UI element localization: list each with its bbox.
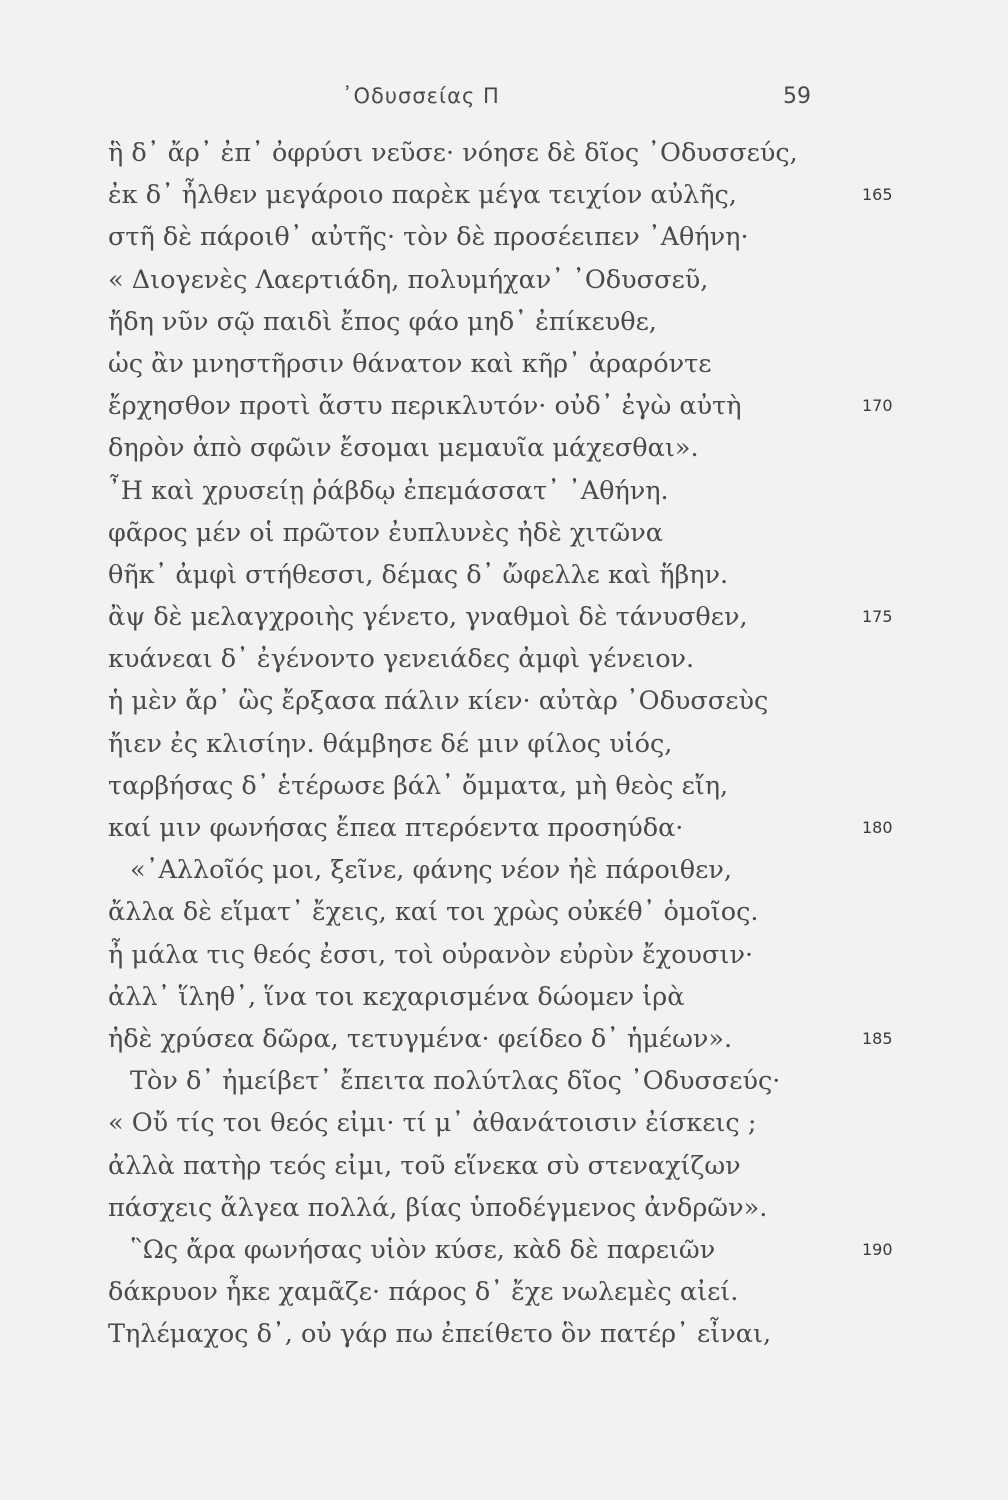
verse-line xyxy=(0,1187,1008,1229)
verse-text: ἂψ δὲ μελαγχροιὴς γένετο, γναθμοὶ δὲ τάνυσθεν, xyxy=(108,602,748,633)
verse-line xyxy=(0,891,1008,933)
verse-line xyxy=(0,680,1008,722)
verse-text: ταρβήσας δ᾿ ἑτέρωσε βάλ᾿ ὄμματα, μὴ θεὸς εἴη, xyxy=(108,770,729,801)
line-number: 175 xyxy=(862,607,893,627)
verse-text: ὡς ἂν μνηστῆρσιν θάνατον καὶ κῆρ᾿ ἀραρόντε xyxy=(108,348,712,379)
page-number: 59 xyxy=(783,84,811,109)
verse-line xyxy=(0,216,1008,258)
verse-line xyxy=(0,638,1008,680)
verse-text: στῆ δὲ πάροιθ᾿ αὐτῆς· τὸν δὲ προσέειπεν ᾿Αθήνη· xyxy=(108,222,749,253)
verse-line xyxy=(0,427,1008,469)
verse-line xyxy=(0,807,1008,849)
verse-text-block xyxy=(0,132,1008,1355)
verse-line xyxy=(0,1102,1008,1144)
verse-text: κυάνεαι δ᾿ ἐγένοντο γενειάδες ἀμφὶ γένειον. xyxy=(108,644,695,675)
verse-text: Τὸν δ᾿ ἠμείβετ᾿ ἔπειτα πολύτλας δῖος ᾿Οδυσσεύς· xyxy=(130,1066,781,1097)
verse-line xyxy=(0,1229,1008,1271)
verse-line xyxy=(0,1313,1008,1355)
verse-line xyxy=(0,1271,1008,1313)
verse-line xyxy=(0,1060,1008,1102)
verse-text: ἐκ δ᾿ ἦλθεν μεγάροιο παρὲκ μέγα τειχίον αὐλῆς, xyxy=(108,180,737,211)
verse-text: καί μιν φωνήσας ἔπεα πτερόεντα προσηύδα· xyxy=(108,813,684,843)
verse-line xyxy=(0,596,1008,638)
verse-text: ἣ δ᾿ ἄρ᾿ ἐπ᾿ ὀφρύσι νεῦσε· νόησε δὲ δῖος ᾿Οδυσσεύς, xyxy=(108,138,798,168)
verse-text: πάσχεις ἄλγεα πολλά, βίας ὑποδέγμενος ἀνδρῶν». xyxy=(108,1192,768,1223)
verse-line xyxy=(0,512,1008,554)
verse-line xyxy=(0,259,1008,301)
verse-text: φᾶρος μέν οἱ πρῶτον ἐυπλυνὲς ἠδὲ χιτῶνα xyxy=(108,517,663,548)
verse-text: ῝Ως ἄρα φωνήσας υἱὸν κύσε, κὰδ δὲ παρειῶν xyxy=(130,1234,716,1265)
verse-line xyxy=(0,470,1008,512)
verse-text: «᾿Αλλοῖός μοι, ξεῖνε, φάνης νέον ἠὲ πάροιθεν, xyxy=(130,855,732,886)
verse-line xyxy=(0,765,1008,807)
verse-text: δάκρυον ἧκε χαμᾶζε· πάρος δ᾿ ἔχε νωλεμὲς αἰεί. xyxy=(108,1277,739,1308)
verse-text: ἀλλ᾿ ἵληθ᾿, ἵνα τοι κεχαρισμένα δώομεν ἱρὰ xyxy=(108,981,685,1012)
verse-text: Τηλέμαχος δ᾿, οὐ γάρ πω ἐπείθετο ὃν πατέρ᾿ εἶναι, xyxy=(108,1319,772,1350)
verse-line xyxy=(0,301,1008,343)
verse-line xyxy=(0,1145,1008,1187)
verse-text: θῆκ᾿ ἀμφὶ στήθεσσι, δέμας δ᾿ ὤφελλε καὶ ἥβην. xyxy=(108,559,729,590)
verse-text: « Οὔ τίς τοι θεός εἰμι· τί μ᾿ ἀθανάτοισιν ἐίσκεις ; xyxy=(108,1108,757,1139)
verse-text: « Διογενὲς Λαερτιάδη, πολυμήχαν᾿ ᾿Οδυσσεῦ, xyxy=(108,264,709,295)
verse-text: ἦ μάλα τις θεός ἐσσι, τοὶ οὐρανὸν εὐρὺν ἔχουσιν· xyxy=(108,939,754,970)
verse-text: ἤδη νῦν σῷ παιδὶ ἔπος φάο μηδ᾿ ἐπίκευθε, xyxy=(108,306,657,337)
verse-line xyxy=(0,385,1008,427)
verse-text: ἔρχησθον προτὶ ἄστυ περικλυτόν· οὐδ᾿ ἐγὼ αὐτὴ xyxy=(108,391,742,422)
page-header xyxy=(0,84,1008,120)
verse-line xyxy=(0,849,1008,891)
verse-line xyxy=(0,132,1008,174)
verse-text: ἄλλα δὲ εἵματ᾿ ἔχεις, καί τοι χρὼς οὐκέθ᾿ ὁμοῖος. xyxy=(108,897,759,928)
line-number: 170 xyxy=(862,396,893,416)
verse-line xyxy=(0,723,1008,765)
verse-text: δηρὸν ἀπὸ σφῶιν ἔσομαι μεμαυῖα μάχεσθαι». xyxy=(108,433,699,464)
line-number: 180 xyxy=(862,818,893,837)
verse-line xyxy=(0,976,1008,1018)
verse-text: ἀλλὰ πατὴρ τεός εἰμι, τοῦ εἵνεκα σὺ στεναχίζων xyxy=(108,1150,741,1181)
line-number: 165 xyxy=(862,185,893,205)
verse-line xyxy=(0,174,1008,216)
verse-text: ἤιεν ἐς κλισίην. θάμβησε δέ μιν φίλος υἱός, xyxy=(108,728,673,759)
verse-line xyxy=(0,554,1008,596)
verse-text: ῏Η καὶ χρυσείῃ ῥάβδῳ ἐπεμάσσατ᾿ ᾿Αθήνη. xyxy=(108,475,669,506)
verse-text: ἡ μὲν ἄρ᾿ ὣς ἔρξασα πάλιν κίεν· αὐτὰρ ᾿Οδυσσεὺς xyxy=(108,686,769,717)
verse-line xyxy=(0,343,1008,385)
line-number: 185 xyxy=(862,1028,893,1048)
verse-line xyxy=(0,1018,1008,1060)
verse-line xyxy=(0,934,1008,976)
verse-text: ἠδὲ χρύσεα δῶρα, τετυγμένα· φείδεο δ᾿ ἡμέων». xyxy=(108,1023,733,1054)
running-title: ᾿Οδυσσείας Π xyxy=(342,84,500,108)
line-number: 190 xyxy=(862,1239,893,1259)
